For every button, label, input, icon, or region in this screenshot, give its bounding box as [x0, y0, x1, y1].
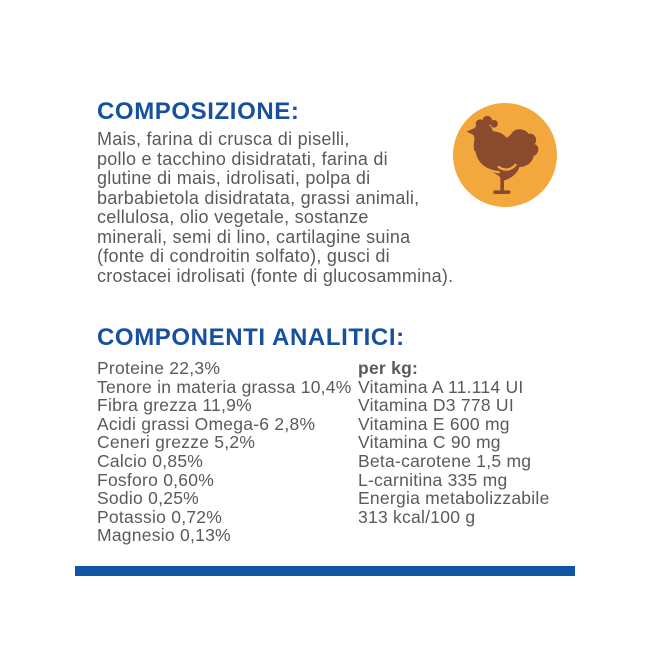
analytics-item: Acidi grassi Omega-6 2,8% [97, 413, 316, 434]
chicken-icon [453, 103, 557, 207]
composition-line: cellulosa, olio vegetale, sostanze [97, 207, 369, 227]
analytics-item: Beta-carotene 1,5 mg [358, 450, 532, 471]
analytics-item: Proteine 22,3% [97, 358, 221, 378]
analytics-item: Energia metabolizzabile [358, 488, 550, 509]
analytics-item: Vitamina A 11.114 UI [358, 376, 524, 397]
per-kg-header: per kg: [358, 358, 419, 378]
analytics-item: Vitamina E 600 mg [358, 413, 510, 434]
composition-line: minerali, semi di lino, cartilagine suina [97, 226, 411, 247]
analytics-right-column [358, 359, 550, 526]
analytics-item: Tenore in materia grassa 10,4% [97, 376, 352, 397]
composition-line: pollo e tacchino disidratati, farina di [97, 148, 388, 169]
composition-line: glutine di mais, idrolisati, polpa di [97, 168, 371, 188]
composition-heading: COMPOSIZIONE: [97, 98, 300, 125]
analytics-item: Fosforo 0,60% [97, 469, 215, 490]
composition-line: Mais, farina di crusca di piselli, [97, 129, 350, 149]
composition-line: crostacei idrolisati (fonte di glucosammina). [97, 265, 454, 286]
analytics-item: Vitamina C 90 mg [358, 432, 501, 453]
analytics-item: Fibra grezza 11,9% [97, 395, 252, 416]
analytics-item: Potassio 0,72% [97, 506, 223, 527]
analytics-item: Calcio 0,85% [97, 450, 204, 471]
analytics-left-column [97, 359, 352, 545]
analytics-item: Magnesio 0,13% [97, 525, 231, 546]
composition-line: barbabietola disidratata, grassi animali, [97, 187, 420, 208]
analytics-item: 313 kcal/100 g [358, 506, 476, 527]
chicken-badge [453, 103, 557, 207]
analytics-item: L-carnitina 335 mg [358, 469, 508, 490]
composition-line: (fonte di condroitin solfato), gusci di [97, 246, 390, 266]
analytics-heading: COMPONENTI ANALITICI: [97, 324, 405, 351]
analytics-item: Sodio 0,25% [97, 488, 199, 509]
analytics-item: Vitamina D3 778 UI [358, 395, 514, 416]
composition-text [97, 130, 453, 286]
bottom-divider-bar [75, 566, 575, 576]
analytics-item: Ceneri grezze 5,2% [97, 432, 256, 453]
